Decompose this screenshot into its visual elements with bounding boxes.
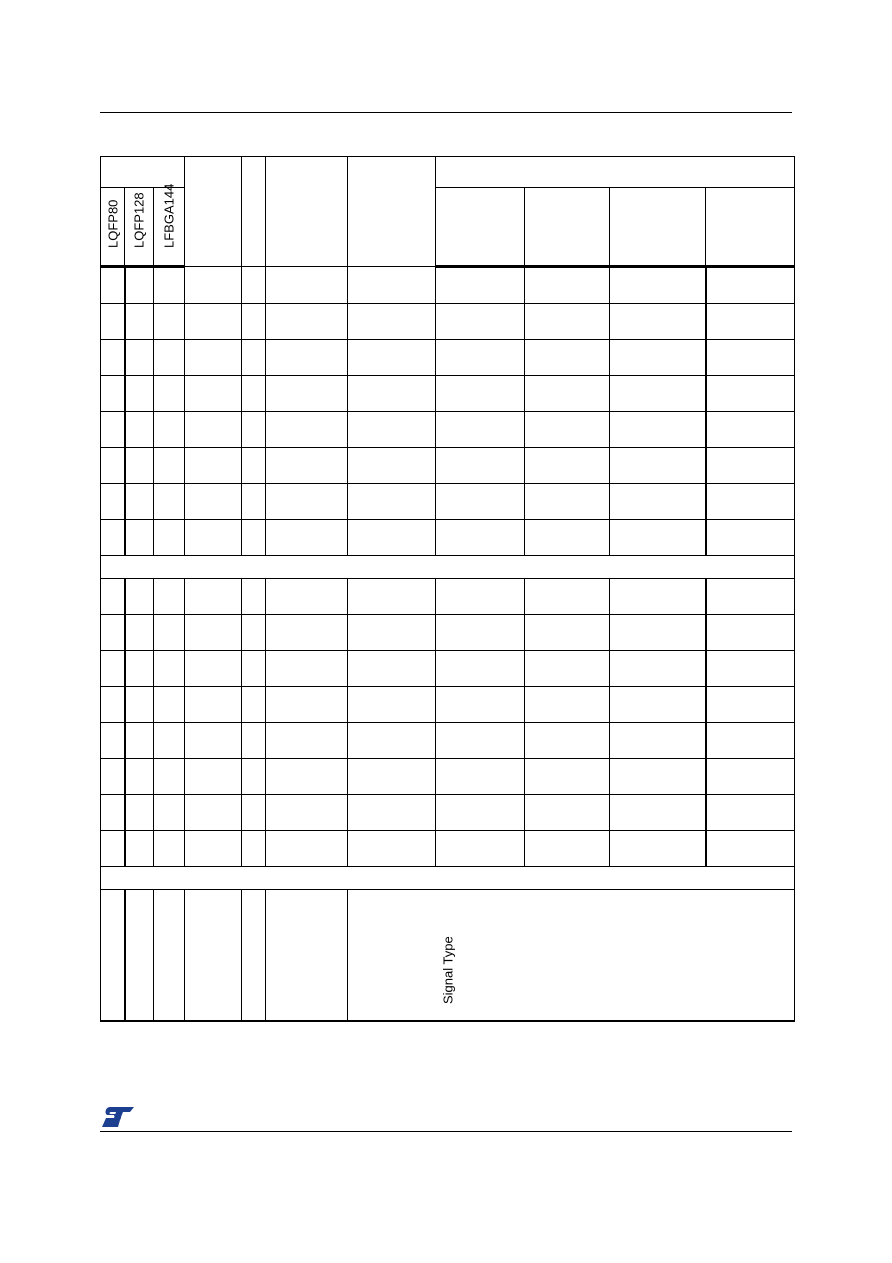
table-row <box>101 615 795 651</box>
st-logo-icon <box>100 1105 136 1129</box>
header-rule <box>100 112 792 113</box>
footer-rule <box>100 1131 792 1132</box>
header-cell <box>266 157 348 267</box>
package-header-lqfp128 <box>125 188 154 267</box>
table-row <box>101 651 795 687</box>
table-row <box>101 448 795 484</box>
header-cell <box>610 188 706 267</box>
header-cell <box>706 188 795 267</box>
package-header-lfbga144 <box>154 183 185 267</box>
st-logo-shape <box>102 1107 134 1127</box>
table-row <box>101 795 795 831</box>
package-label: LQFP128 <box>131 192 147 248</box>
table-row <box>101 831 795 867</box>
table-row <box>101 520 795 556</box>
table-row <box>101 687 795 723</box>
table-row <box>101 759 795 795</box>
header-cell <box>436 188 525 267</box>
header-cell <box>348 157 436 267</box>
signal-type-header <box>242 157 455 1004</box>
table-row <box>101 723 795 759</box>
package-label: LQFP80 <box>105 199 120 248</box>
function-group-header <box>436 157 795 188</box>
group-separator-row <box>101 556 795 579</box>
header-cell <box>525 188 610 267</box>
pin-description-table <box>100 156 795 1022</box>
package-header-lqfp80 <box>101 188 125 267</box>
table-row <box>101 267 795 304</box>
table-row <box>101 484 795 520</box>
table-row <box>101 579 795 615</box>
signal-type-label: Signal Type <box>440 936 455 1004</box>
package-label: LFBGA144 <box>161 183 177 248</box>
table-row <box>101 412 795 448</box>
group-separator-row <box>101 867 795 890</box>
table-row <box>101 376 795 412</box>
table-row <box>101 304 795 340</box>
table-row <box>101 340 795 376</box>
table-header-top <box>101 157 795 188</box>
header-cell <box>185 157 242 267</box>
